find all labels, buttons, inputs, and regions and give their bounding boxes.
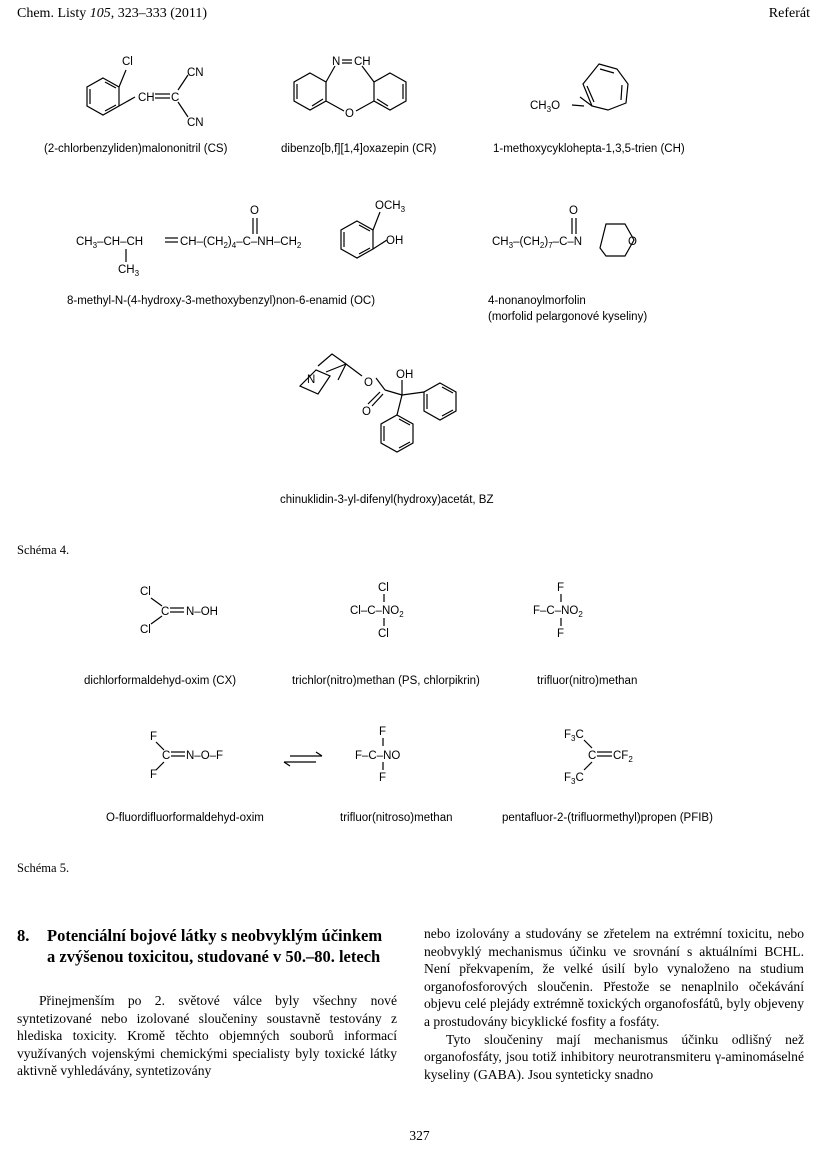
scheme-5-caption: Schéma 5. — [17, 861, 70, 875]
label-cr: dibenzo[b,f][1,4]oxazepin (CR) — [281, 143, 437, 155]
label-oc: 8-methyl-N-(4-hydroxy-3-methoxybenzyl)non-6-enamid (OC) — [67, 295, 376, 307]
svg-text:Cl: Cl — [140, 586, 151, 598]
label-ch: 1-methoxycyklohepta-1,3,5-trien (CH) — [493, 143, 685, 155]
structure-ps — [350, 582, 404, 640]
label-bz: chinuklidin-3-yl-difenyl(hydroxy)acetát, BZ — [280, 494, 494, 506]
svg-text:F: F — [557, 628, 565, 640]
svg-text:F–C–NO2: $F-C-NO_2$ — [533, 605, 583, 619]
svg-text:C: C — [162, 750, 171, 762]
svg-text:O: O — [364, 377, 373, 389]
paragraph: nebo izolovány a studovány se zřetelem na extrémní toxicitu, nebo neobvyklý mechanismus účinku ve srovnání s aktuálními BCHL. Není překvapením, že velké úsilí bylo vynaloženo na studium organofosforových sloučenin. Přestože se nenaplnilo očekávání objevu celé plejády extrémně toxických organofosfátů, byly objeveny a prostudovány bicyklické fosfity a fosfáty. — [424, 926, 804, 1029]
running-header-section: Referát — [768, 6, 810, 21]
svg-text:F: F — [150, 769, 158, 781]
svg-text:CH: CH — [354, 56, 371, 68]
label-morfolin-sub: (morfolid pelargonové kyseliny) — [488, 311, 648, 323]
label-oxime-f: O-fluordifluorformaldehyd-oxim — [106, 812, 264, 824]
svg-text:N–OH: N–OH — [186, 606, 218, 618]
section-number: 8. — [17, 926, 30, 945]
label-nitroso: trifluor(nitroso)methan — [340, 812, 453, 824]
structure-cx — [140, 586, 218, 636]
svg-text:OH: OH — [396, 369, 414, 381]
structure-bz — [300, 354, 456, 452]
label-trifluornitro: trifluor(nitro)methan — [537, 675, 638, 687]
structure-cr — [294, 56, 406, 120]
svg-text:Cl–C–NO2: $Cl-C-NO_2$ — [350, 605, 404, 619]
pages: , 323–333 (2011) — [110, 6, 208, 21]
svg-text:O: O — [628, 236, 637, 248]
svg-text:F: F — [150, 731, 158, 743]
label-cs: (2-chlorbenzyliden)malononitril (CS) — [44, 143, 228, 155]
label-morfolin: 4-nonanoylmorfolin — [488, 295, 586, 307]
structure-oxime-f — [150, 731, 223, 781]
equilibrium-arrows — [284, 752, 322, 766]
page-number: 327 — [409, 1128, 430, 1143]
label-ps: trichlor(nitro)methan (PS, chlorpikrin) — [292, 675, 480, 687]
structure-ch — [530, 64, 628, 114]
paragraph: Přinejmenším po 2. světové válce byly všechny nové syntetizované nebo izolované sloučeniny soustavně testovány z hlediska toxicity. Kromě těchto objemných souborů informací využívaných vojenskými chemickými specialisty byly toxické látky aktivně vyhledávány, syntetizovány — [17, 993, 397, 1079]
svg-text:N–O–F: N–O–F — [186, 750, 224, 762]
svg-text:CN: CN — [187, 67, 204, 79]
paragraph: Tyto sloučeniny mají mechanismus účinku odlišný než organofosfáty, jsou totiž inhibitory neurotransmiteru γ-aminomáselné kyseliny (GABA). Jsou synteticky snadno — [424, 1031, 804, 1082]
svg-text:CH–(CH2)4–C–NH–CH2: $CH-(CH_2)_4-C-NH-CH_2$ — [180, 236, 302, 250]
structure-trifluornitro — [533, 582, 583, 640]
svg-text:N: N — [332, 56, 341, 68]
svg-text:CH3: $CH_3$ — [118, 264, 140, 278]
svg-text:CF2: $CF_2$ — [613, 750, 633, 764]
svg-text:CH3O: $CH_3O$ — [530, 100, 561, 114]
svg-text:CH3–(CH2)7–C–N: $CH_3-(CH_2)_7-C-N$ — [492, 236, 583, 250]
structure-cs — [87, 56, 204, 129]
svg-text:Cl: Cl — [378, 582, 389, 594]
svg-text:O: O — [250, 205, 259, 217]
svg-text:Cl: Cl — [378, 628, 389, 640]
svg-text:CN: CN — [187, 117, 204, 129]
structure-morfolin — [492, 205, 637, 256]
svg-text:O: O — [362, 406, 371, 418]
structure-nitroso — [355, 726, 400, 784]
structure-pfib — [564, 729, 633, 786]
svg-text:O: O — [569, 205, 578, 217]
svg-text:C: C — [161, 606, 170, 618]
svg-text:F: F — [379, 772, 387, 784]
svg-text:Cl: Cl — [140, 624, 151, 636]
svg-text:O: O — [345, 108, 354, 120]
label-pfib: pentafluor-2-(trifluormethyl)propen (PFIB) — [502, 812, 713, 824]
svg-text:F: F — [557, 582, 565, 594]
svg-text:OCH3: $OCH_3$ — [375, 200, 406, 214]
journal-name: Chem. Listy — [17, 6, 90, 21]
svg-text:F3C: $F_3C$ — [564, 729, 584, 743]
label-cx: dichlorformaldehyd-oxim (CX) — [84, 675, 237, 687]
svg-text:CH3–CH–CH: $CH_3-CH-CH$ — [76, 236, 144, 250]
text-column-left — [17, 992, 397, 1080]
svg-text:Cl: Cl — [122, 56, 133, 68]
structure-oc — [76, 200, 406, 278]
svg-text:OH: OH — [386, 235, 404, 247]
scheme-4-caption: Schéma 4. — [17, 543, 70, 557]
svg-text:N: N — [307, 374, 316, 386]
svg-text:F3C: $F_3C$ — [564, 772, 584, 786]
svg-text:F–C–NO: F–C–NO — [355, 750, 401, 762]
svg-text:C: C — [171, 92, 180, 104]
svg-text:F: F — [379, 726, 387, 738]
svg-text:CH: CH — [138, 92, 155, 104]
text-column-right — [424, 925, 804, 1083]
section-title: Potenciální bojové látky s neobvyklým účinkem a zvýšenou toxicitou, studované v 50.–80. letech — [47, 926, 383, 966]
svg-text:C: C — [588, 750, 597, 762]
volume: 105 — [89, 6, 111, 21]
